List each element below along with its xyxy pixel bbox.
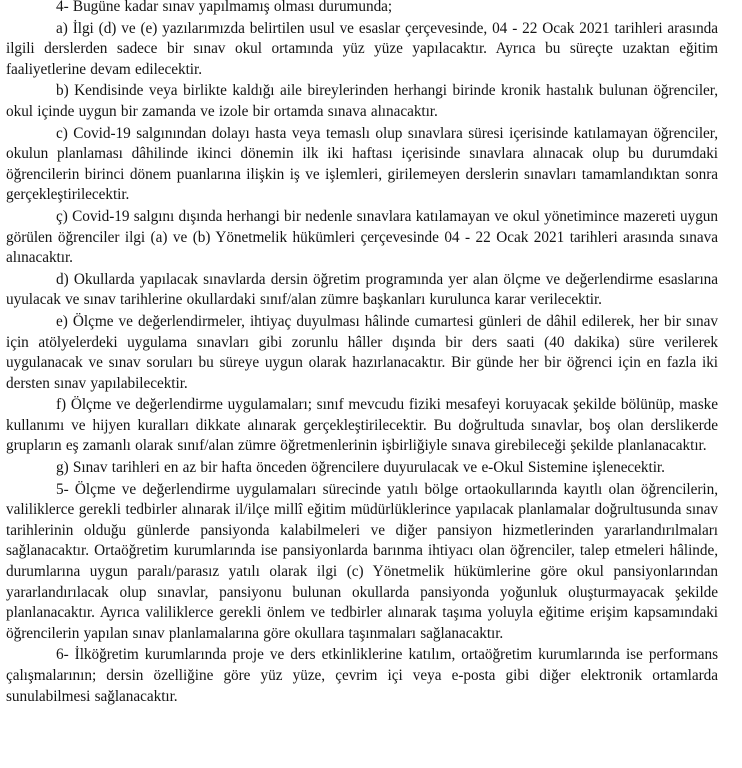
paragraph-item-4c: c) Covid-19 salgınından dolayı hasta veya temaslı olup sınavlara süresi içerisinde katılamayan öğrenciler, okulun planlaması dâhilinde ikinci dönemin ilk iki haftası içerisinde sınavlara alınacak olup bu durumdaki öğrencilerin birinci dönem puanlarına ilişkin iş ve işlemleri, girilemeyen derslerin sınavları tamamlandıktan sonra gerçekleştirilecektir.: [6, 124, 718, 204]
paragraph-item-5: 5- Ölçme ve değerlendirme uygulamaları sürecinde yatılı bölge ortaokullarında kayıtlı olan öğrencilerin, valiliklerce gerekli tedbirler alınarak il/ilçe millî eğitim müdürlüklerince yapılacak planlamalar doğrultusunda sınav tarihlerinin olduğu günlerde pansiyonda kalabilmeleri ve diğer pansiyon hizmetlerinden yararlandırılmaları sağlanacaktır. Ortaöğretim kurumlarında ise pansiyonlarda barınma ihtiyacı olan öğrenciler, talep etmeleri hâlinde, durumlarına uygun paralı/parasız yatılı olarak ilgi (c) Yönetmelik hükümlerine göre okul pansiyonlarından yararlandırılacak olup sınavlar, pansiyonu bulunan okullarda pansiyonda yoğunluk oluşturmayacak şekilde planlanacaktır. Ayrıca valiliklerce gerekli önlem ve tedbirler alınarak taşıma yoluyla eğitime erişim kapsamındaki öğrencilerin yapılan sınav planlamalarına göre okullara taşınmaları sağlanacaktır.: [6, 480, 718, 642]
paragraph-item-4b: b) Kendisinde veya birlikte kaldığı aile bireylerinden herhangi birinde kronik hastalık bulunan öğrenciler, okul içinde uygun bir zamanda ve izole bir ortamda sınava alınacaktır.: [6, 82, 718, 120]
paragraph-item-4f: f) Ölçme ve değerlendirme uygulamaları; sınıf mevcudu fiziki mesafeyi koruyacak şekilde bölünüp, maske kullanımı ve hijyen kuralları dikkate alınarak gerçekleştirilecektir. Bu doğrultuda sınavlar, boş olan derslikerde grupların eş zamanlı olarak sınıf/alan zümre öğretmenlerinin işbirliğiyle sınava girebileceği şekilde planlanacaktır.: [6, 396, 718, 455]
paragraph-item-4g: g) Sınav tarihleri en az bir hafta önceden öğrencilere duyurulacak ve e-Okul Sistemine işlenecektir.: [56, 459, 665, 477]
paragraph-item-4e: e) Ölçme ve değerlendirmeler, ihtiyaç duyulması hâlinde cumartesi günleri de dâhil edilerek, her bir sınav için atölyelerdeki uygulama sınavları gibi zorunlu hâller dışında bir ders saati (40 dakika) süre verilerek uygulanacak ve sınav soruları bu süreye uygun olarak hazırlanacaktır. Bir günde her bir öğrenci için en fazla iki dersten sınav yapılabilecektir.: [6, 312, 718, 392]
paragraph-item-4cc: ç) Covid-19 salgını dışında herhangi bir nedenle sınavlara katılamayan ve okul yönetimince mazereti uygun görülen öğrenciler ilgi (a) ve (b) Yönetmelik hükümleri çerçevesinde 04 - 22 Ocak 2021 tarihleri arasında sınava alınacaktır.: [6, 207, 718, 267]
paragraph-item-4a: a) İlgi (d) ve (e) yazılarımızda belirtilen usul ve esaslar çerçevesinde, 04 - 22 Ocak 2021 tarihleri arasında ilgili derslerden sadece bir sınav okul ortamında yüz yüze yapılacaktır. Ayrıca bu süreçte uzaktan eğitim faaliyetlerine devam edilecektir.: [6, 19, 718, 78]
document-body: [6, 0, 718, 708]
paragraph-item-4d: d) Okullarda yapılacak sınavlarda dersin öğretim programında yer alan ölçme ve değerlendirme esaslarına uyulacak ve sınav tarihlerine okullardaki sınıf/alan zümre başkanları kurulunca karar verilecektir.: [6, 270, 718, 309]
paragraph-item-6: 6- İlköğretim kurumlarında proje ve ders etkinliklerine katılım, ortaöğretim kurumlarında ise performans çalışmalarının; dersin özelliğine göre yüz yüze, çevrim içi veya e-posta gibi diğer elektronik ortamlarda sunulabilmesi sağlanacaktır.: [6, 646, 718, 705]
paragraph-item-4: 4- Bugüne kadar sınav yapılmamış olması durumunda;: [56, 0, 393, 15]
